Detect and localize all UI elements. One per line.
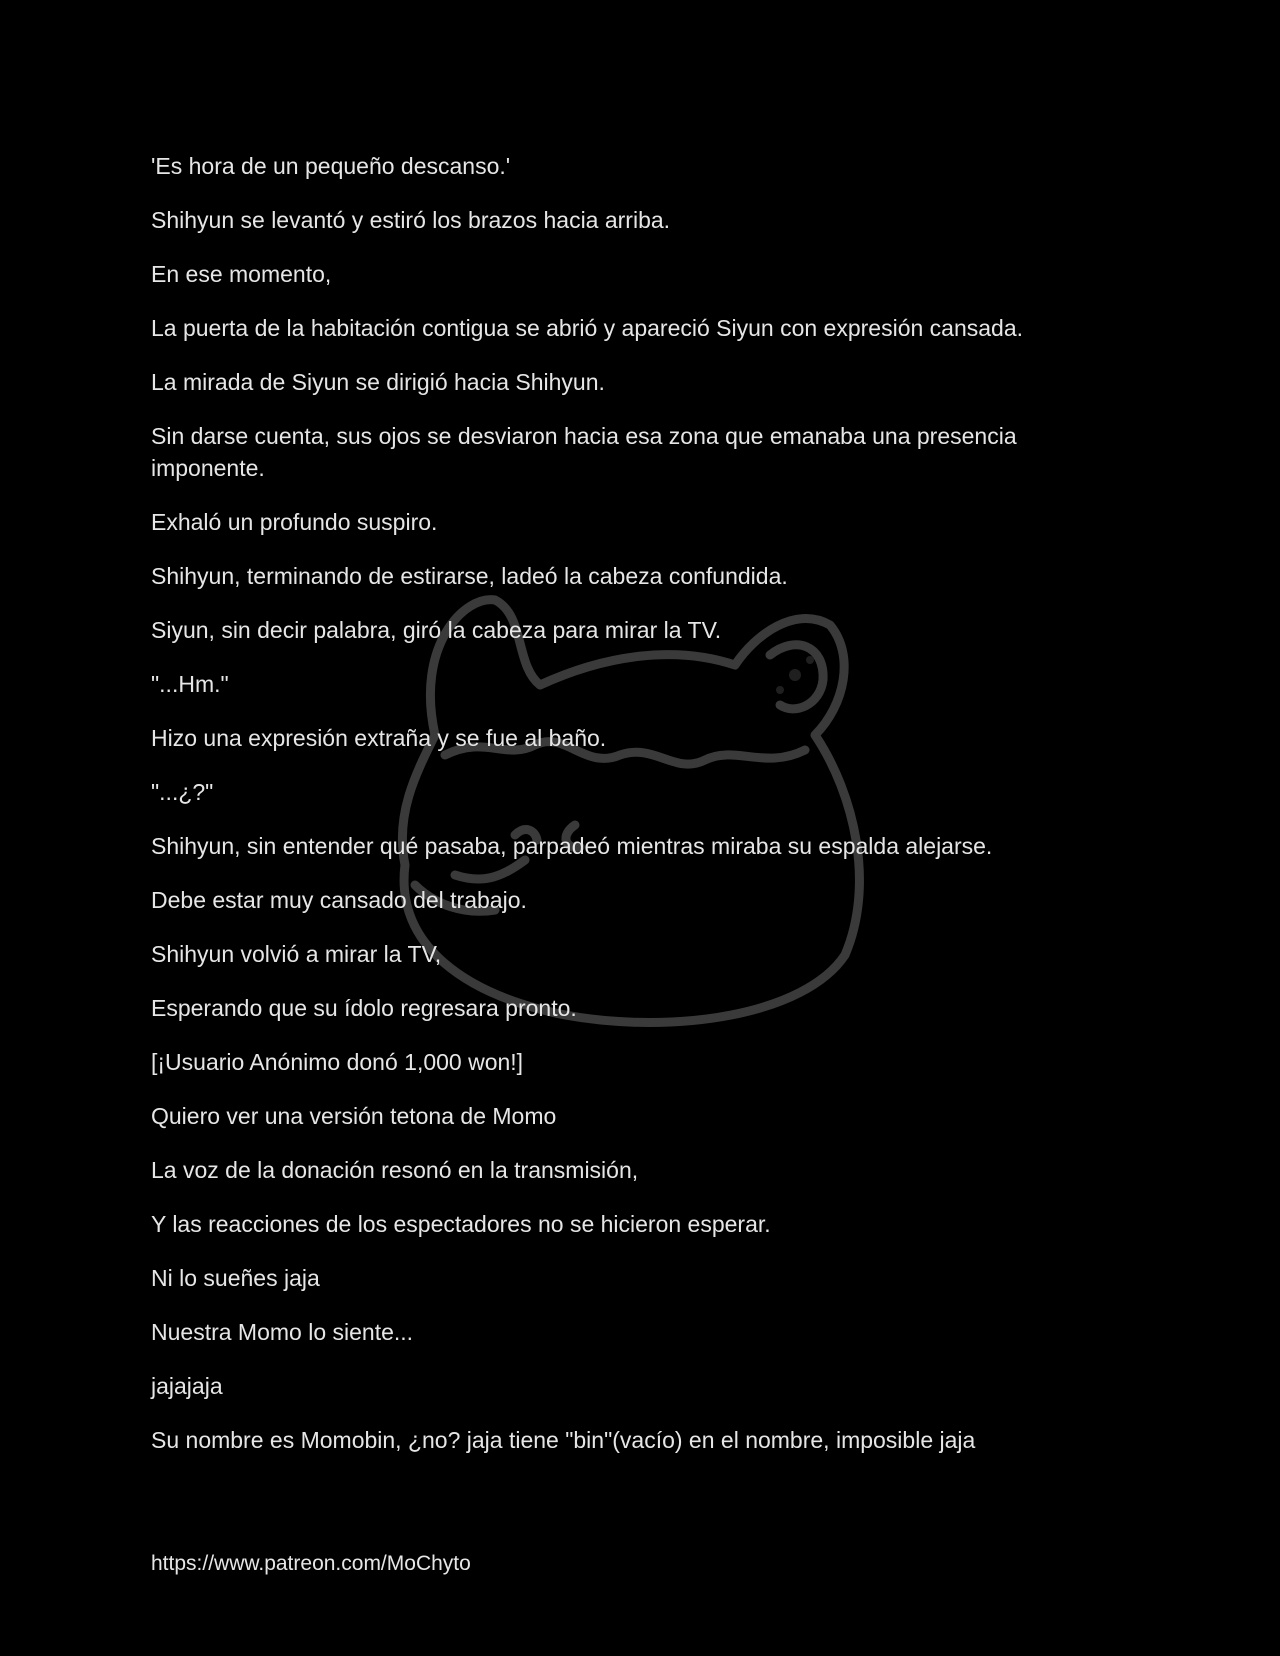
paragraph: En ese momento, [151,261,332,287]
paragraph: Siyun, sin decir palabra, giró la cabeza para mirar la TV. [151,617,722,643]
paragraph: Quiero ver una versión tetona de Momo [151,1103,557,1129]
paragraph: "...¿?" [151,779,214,805]
paragraph: Shihyun, terminando de estirarse, ladeó la cabeza confundida. [151,563,788,589]
paragraph: La voz de la donación resonó en la transmisión, [151,1157,639,1183]
paragraph: Debe estar muy cansado del trabajo. [151,887,527,913]
paragraph: [¡Usuario Anónimo donó 1,000 won!] [151,1049,524,1075]
paragraph: jajajaja [151,1373,223,1399]
paragraph: Nuestra Momo lo siente... [151,1319,414,1345]
paragraph: Hizo una expresión extraña y se fue al baño. [151,725,607,751]
paragraph: Exhaló un profundo suspiro. [151,509,438,535]
patreon-link[interactable]: https://www.patreon.com/MoChyto [151,1552,471,1575]
paragraph: Esperando que su ídolo regresara pronto. [151,995,577,1021]
story-text-column [151,150,1111,1456]
paragraph: "...Hm." [151,671,229,697]
paragraph: Sin darse cuenta, sus ojos se desviaron hacia esa zona que emanaba una presencia imponente. [151,423,1017,481]
paragraph: 'Es hora de un pequeño descanso.' [151,153,511,179]
paragraph: Su nombre es Momobin, ¿no? jaja tiene "bin"(vacío) en el nombre, imposible jaja [151,1427,976,1453]
paragraph: Ni lo sueñes jaja [151,1265,320,1291]
paragraph: Y las reacciones de los espectadores no se hicieron esperar. [151,1211,771,1237]
paragraph: La mirada de Siyun se dirigió hacia Shihyun. [151,369,605,395]
paragraph: Shihyun volvió a mirar la TV, [151,941,442,967]
paragraph: Shihyun se levantó y estiró los brazos hacia arriba. [151,207,671,233]
paragraph: La puerta de la habitación contigua se abrió y apareció Siyun con expresión cansada. [151,315,1024,341]
paragraph: Shihyun, sin entender qué pasaba, parpadeó mientras miraba su espalda alejarse. [151,833,993,859]
